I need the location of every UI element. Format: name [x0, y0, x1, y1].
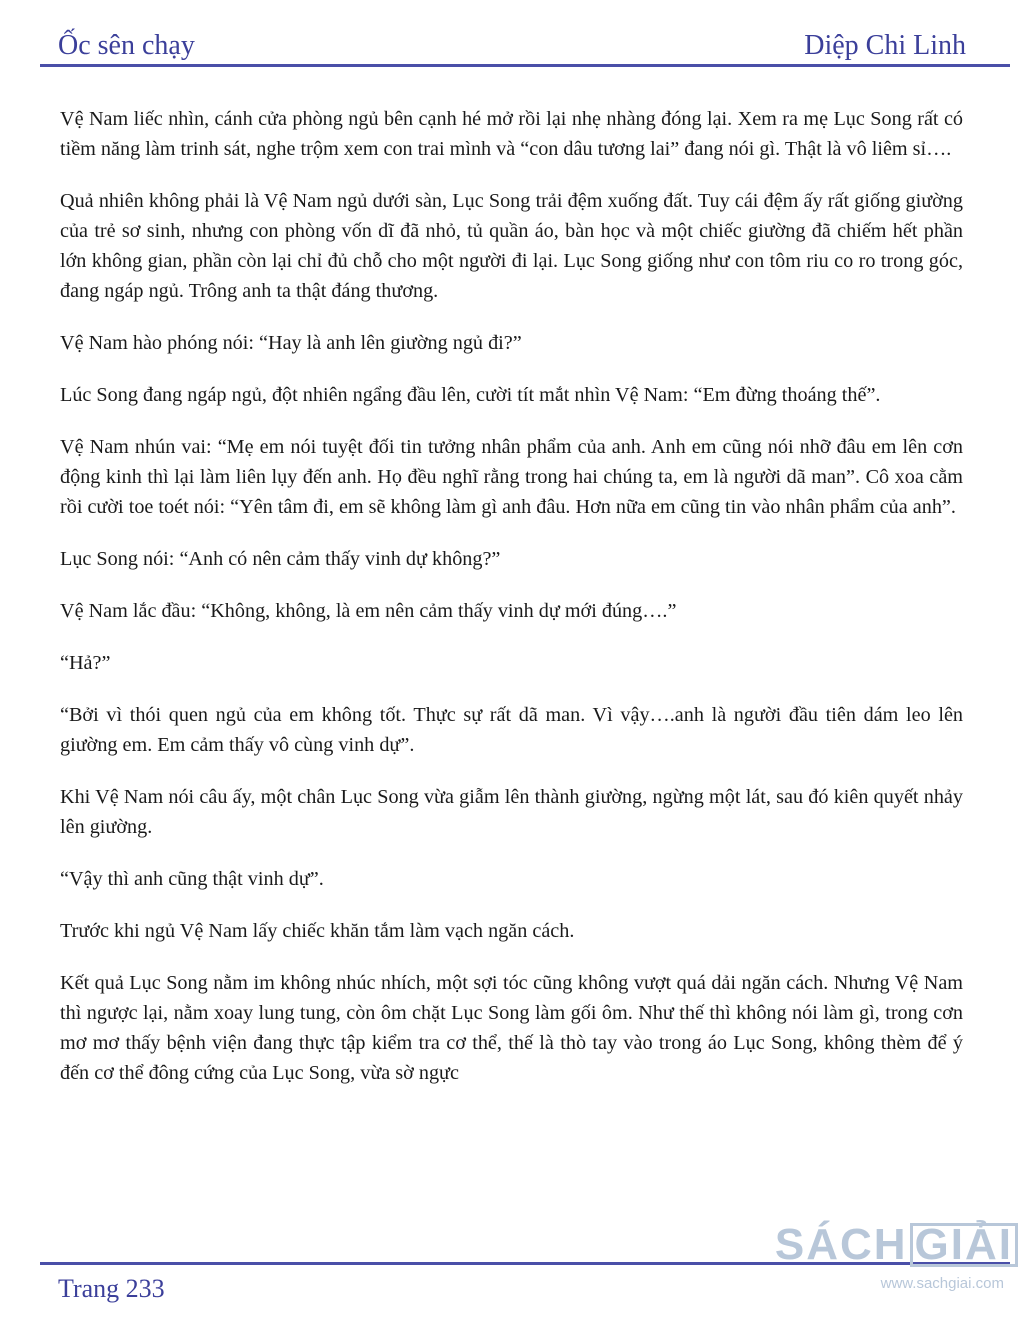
paragraph: Vệ Nam hào phóng nói: “Hay là anh lên giường ngủ đi?”	[60, 332, 522, 354]
watermark-logo-left: SÁCH	[774, 1220, 908, 1269]
paragraph: Trước khi ngủ Vệ Nam lấy chiếc khăn tắm làm vạch ngăn cách.	[60, 920, 575, 942]
paragraph: Quả nhiên không phải là Vệ Nam ngủ dưới sàn, Lục Song trải đệm xuống đất. Tuy cái đệm ấy rất giống giường của trẻ sơ sinh, nhưng con phòng vốn dĩ đã nhỏ, tủ quần áo, bàn học và một chiếc giường đã chiếm hết phần lớn không gian, phần còn lại chỉ đủ chỗ cho một người đi lại. Lục Song giống như con tôm riu co ro trong góc, đang ngáp ngủ. Trông anh ta thật đáng thương.	[60, 190, 963, 302]
watermark-logo-right: GIẢI	[910, 1223, 1018, 1267]
header-divider	[40, 64, 1010, 67]
paragraph: “Hả?”	[60, 652, 111, 674]
watermark-logo	[774, 1220, 1018, 1269]
paragraph: Khi Vệ Nam nói câu ấy, một chân Lục Song vừa giẫm lên thành giường, ngừng một lát, sau đó kiên quyết nhảy lên giường.	[60, 786, 963, 838]
paragraph: Vệ Nam liếc nhìn, cánh cửa phòng ngủ bên cạnh hé mở rồi lại nhẹ nhàng đóng lại. Xem ra mẹ Lục Song rất có tiềm năng làm trinh sát, nghe trộm xem con trai mình và “con dâu tương lai” đang nói gì. Thật là vô liêm sỉ….	[60, 108, 963, 160]
page-body	[60, 104, 963, 1110]
paragraph: Lục Song nói: “Anh có nên cảm thấy vinh dự không?”	[60, 548, 501, 570]
paragraph: “Vậy thì anh cũng thật vinh dự”.	[60, 868, 324, 890]
page-number: Trang 233	[58, 1274, 165, 1303]
paragraph: Vệ Nam nhún vai: “Mẹ em nói tuyệt đối tin tưởng nhân phẩm của anh. Anh em cũng nói nhỡ đâu em lên cơn động kinh thì lại làm liên lụy đến anh. Họ đều nghĩ rằng trong hai chúng ta, em là người dã man”. Cô xoa cằm rồi cười toe toét nói: “Yên tâm đi, em sẽ không làm gì anh đâu. Hơn nữa em cũng tin vào nhân phẩm của anh”.	[60, 436, 963, 518]
watermark-url: www.sachgiai.com	[880, 1275, 1004, 1292]
watermark	[774, 1220, 1018, 1294]
paragraph: “Bởi vì thói quen ngủ của em không tốt. Thực sự rất dã man. Vì vậy….anh là người đầu tiên dám leo lên giường em. Em cảm thấy vô cùng vinh dự”.	[60, 704, 963, 756]
page-header	[58, 22, 966, 62]
book-title: Ốc sên chạy	[58, 30, 195, 61]
author-name: Diệp Chi Linh	[804, 30, 966, 61]
paragraph: Lúc Song đang ngáp ngủ, đột nhiên ngẩng đầu lên, cười tít mắt nhìn Vệ Nam: “Em đừng thoáng thế”.	[60, 384, 881, 406]
paragraph: Kết quả Lục Song nằm im không nhúc nhích, một sợi tóc cũng không vượt quá dải ngăn cách. Nhưng Vệ Nam thì ngược lại, nằm xoay lung tung, còn ôm chặt Lục Song làm gối ôm. Như thế thì không nói làm gì, trong cơn mơ mơ thấy bệnh viện đang thực tập kiểm tra cơ thể, thế là thò tay vào trong áo Lục Song, không thèm để ý đến cơ thể đông cứng của Lục Song, vừa sờ ngực	[60, 972, 963, 1084]
paragraph: Vệ Nam lắc đầu: “Không, không, là em nên cảm thấy vinh dự mới đúng….”	[60, 600, 677, 622]
